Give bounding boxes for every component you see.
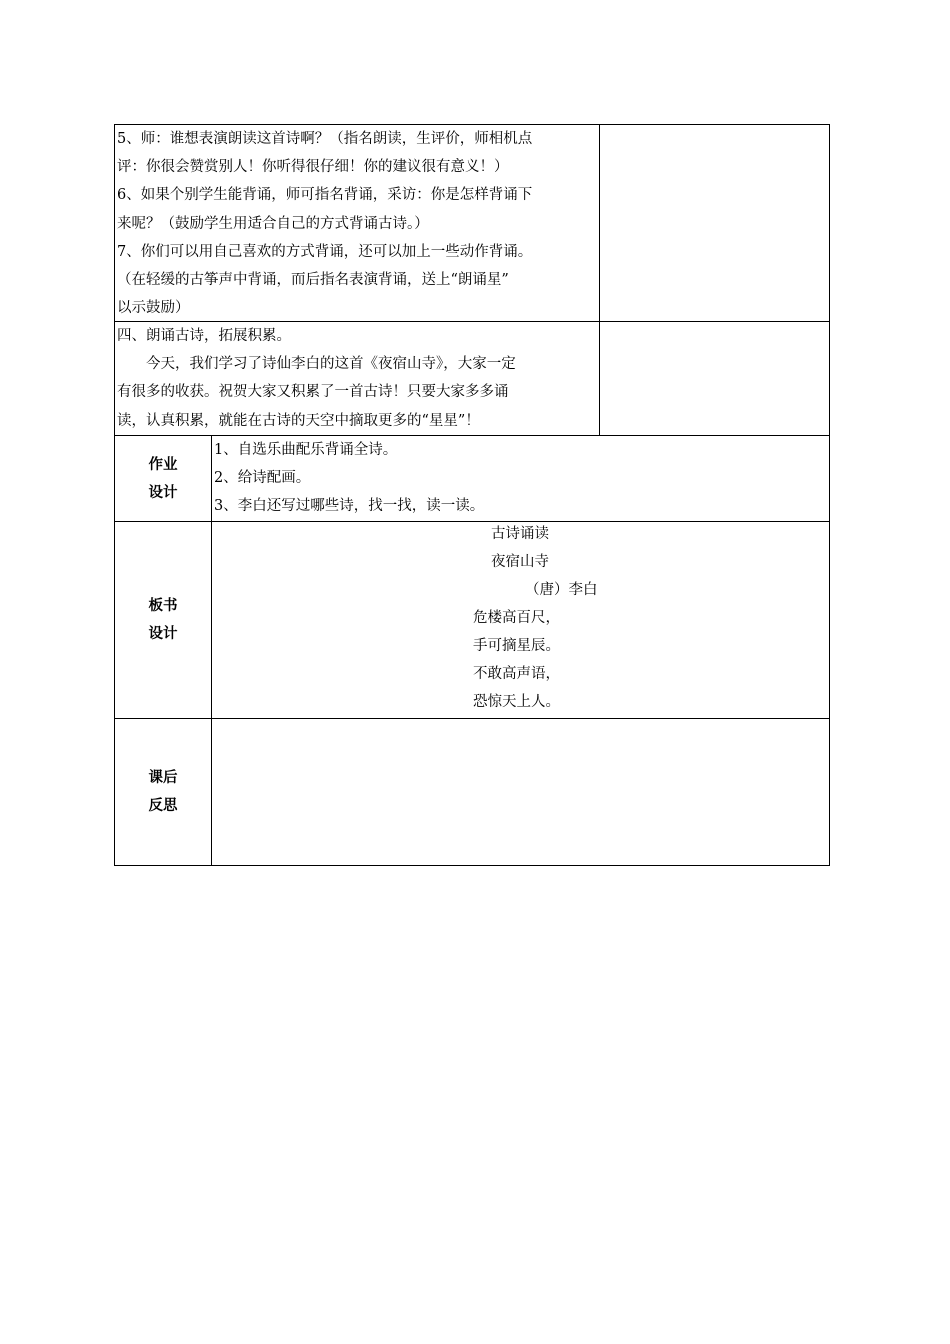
blackboard-content bbox=[212, 522, 829, 718]
poem-author: （唐）李白 bbox=[525, 582, 598, 598]
blackboard-board bbox=[214, 522, 827, 718]
blackboard-label-line: 设计 bbox=[148, 626, 178, 642]
homework-content bbox=[212, 436, 829, 521]
poem-line: 手可摘星辰。 bbox=[473, 638, 560, 654]
blackboard-label-line: 板书 bbox=[148, 598, 178, 614]
step-four-line: 读，认真积累，就能在古诗的天空中摘取更多的“星星”！ bbox=[117, 412, 480, 429]
step-line: 以示鼓励） bbox=[117, 300, 190, 317]
step-line: 5、师：谁想表演朗读这首诗啊？（指名朗读，生评价，师相机点 bbox=[117, 131, 533, 147]
step-four-line: 有很多的收获。祝贺大家又积累了一首古诗！只要大家多多诵 bbox=[117, 384, 509, 401]
reflection-label-line: 课后 bbox=[148, 770, 178, 786]
blackboard-row bbox=[115, 522, 829, 719]
poem-title: 夜宿山寺 bbox=[491, 554, 549, 570]
notes-cell bbox=[600, 322, 829, 435]
teaching-steps-row bbox=[115, 125, 829, 322]
step-line: 评：你很会赞赏别人！你听得很仔细！你的建议很有意义！） bbox=[117, 159, 509, 176]
step-line: 来呢？（鼓励学生用适合自己的方式背诵古诗。） bbox=[117, 215, 429, 232]
step-line: 7、你们可以用自己喜欢的方式背诵，还可以加上一些动作背诵。 bbox=[117, 243, 533, 260]
blackboard-label bbox=[115, 522, 212, 718]
homework-label-line: 设计 bbox=[148, 484, 178, 501]
homework-row bbox=[115, 436, 829, 522]
lesson-plan-table bbox=[114, 124, 830, 866]
homework-label-line: 作业 bbox=[148, 456, 178, 473]
poem-line: 危楼高百尺， bbox=[473, 610, 560, 626]
homework-item: 1、自选乐曲配乐背诵全诗。 bbox=[214, 442, 398, 458]
step-four-title: 四、朗诵古诗，拓展积累。 bbox=[117, 328, 291, 344]
reflection-content bbox=[212, 719, 829, 865]
reflection-row bbox=[115, 719, 829, 865]
reflection-label-line: 反思 bbox=[148, 798, 178, 814]
step-line: （在轻缓的古筝声中背诵，而后指名表演背诵，送上“朗诵星” bbox=[117, 272, 509, 289]
homework-label bbox=[115, 436, 212, 521]
poem-line: 恐惊天上人。 bbox=[473, 694, 560, 710]
poem-line: 不敢高声语， bbox=[473, 666, 560, 682]
homework-item: 3、李白还写过哪些诗，找一找，读一读。 bbox=[214, 498, 485, 515]
step-four-line: 今天，我们学习了诗仙李白的这首《夜宿山寺》，大家一定 bbox=[146, 356, 516, 373]
reflection-label bbox=[115, 719, 212, 865]
step-line: 6、如果个别学生能背诵，师可指名背诵，采访：你是怎样背诵下 bbox=[117, 187, 533, 204]
blackboard-heading: 古诗诵读 bbox=[491, 526, 549, 542]
step-four-cell bbox=[115, 322, 600, 435]
homework-item: 2、给诗配画。 bbox=[214, 470, 311, 487]
notes-cell bbox=[600, 125, 829, 321]
teaching-steps-cell bbox=[115, 125, 600, 321]
step-four-row bbox=[115, 322, 829, 436]
